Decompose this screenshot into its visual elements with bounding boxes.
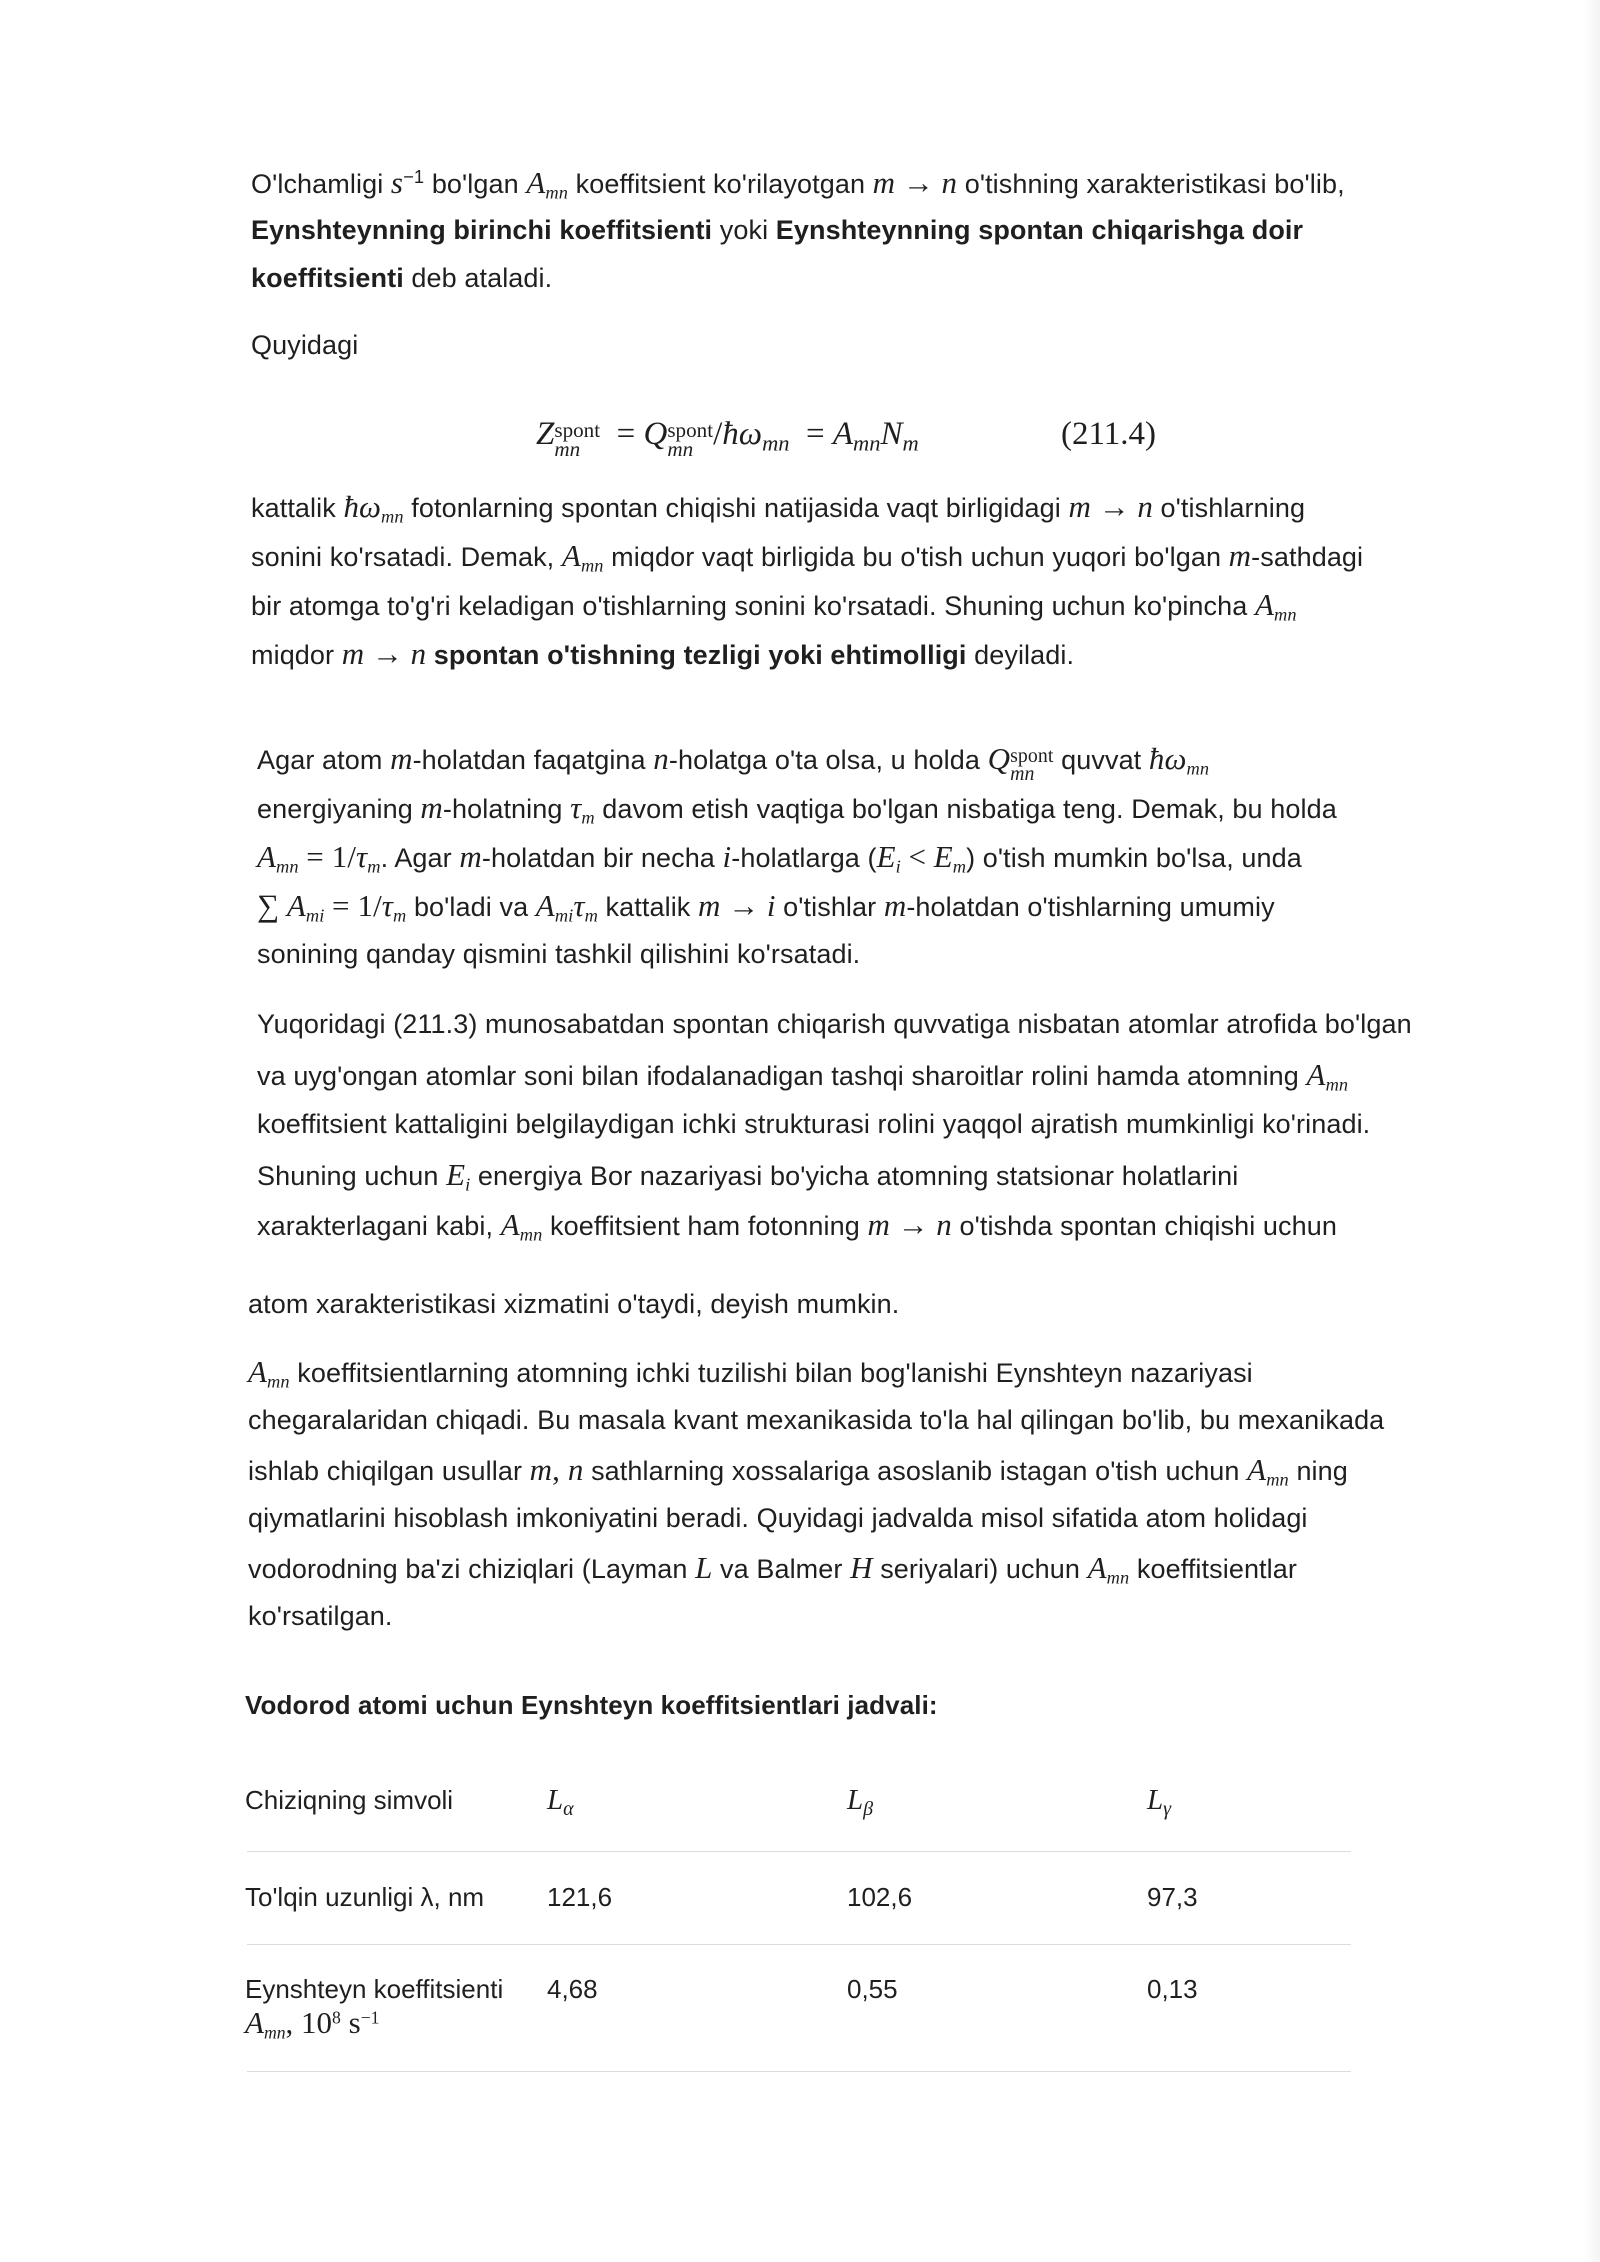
paragraph-7-line-5: vodorodning ba'zi chiziqlari (Layman L va Balmer H seriyalari) uchun $A_{mn}$ koeffitsientlar [248, 1550, 1297, 1588]
table-divider-2 [247, 1944, 1351, 1945]
paragraph-5-line-1: Yuqoridagi (211.3) munosabatdan spontan chiqarish quvvatiga nisbatan atomlar atrofida bo'lgan [257, 1009, 1412, 1039]
table-row1-label: To'lqin uzunligi λ, nm [245, 1882, 485, 1912]
paragraph-1-line-1: O'lchamligi $s^{-1}$ bo'lgan $A_{mn}$ koeffitsient ko'rilayotgan m → n o'tishning xarakteristikasi bo'lib, [251, 165, 1345, 203]
paragraph-5-line-5: xarakterlagani kabi, $A_{mn}$ koeffitsient ham fotonning m → n o'tishda spontan chiqishi uchun [257, 1207, 1337, 1245]
paragraph-7-line-6: ko'rsatilgan. [248, 1601, 393, 1631]
paragraph-5-line-3: koeffitsient kattaligini belgilaydigan ichki strukturasi rolini yaqqol ajratish mumkinligi ko'rinadi. [257, 1109, 1371, 1139]
table-divider-1 [247, 1851, 1351, 1852]
table-divider-3 [247, 2071, 1351, 2072]
table-row1-value-alpha: 121,6 [547, 1882, 613, 1912]
paragraph-7-line-4: qiymatlarini hisoblash imkoniyatini beradi. Quyidagi jadvalda misol sifatida atom holidagi [248, 1503, 1308, 1533]
table-header-l-alpha: $L_\alpha$ [547, 1784, 574, 1820]
table-row1-value-beta: 102,6 [847, 1882, 913, 1912]
paragraph-1-line-3: koeffitsienti deb ataladi. [251, 263, 553, 293]
paragraph-5-line-4: Shuning uchun $E_i$ energiya Bor nazariyasi bo'yicha atomning statsionar holatlarini [257, 1157, 1239, 1195]
paragraph-1-line-2: Eynshteynning birinchi koeffitsienti yoki Eynshteynning spontan chiqarishga doir [251, 215, 1304, 245]
paragraph-4-line-3: $A_{mn} = 1/\tau_m$. Agar m-holatdan bir necha i-holatlarga $(E_i < E_m)$ o'tish mumkin bo'lsa, unda [257, 839, 1302, 877]
table-row2-unit: $A_{mn}$, $10^8$ $s^{-1}$ [245, 2005, 380, 2043]
paragraph-5-line-2: va uyg'ongan atomlar soni bilan ifodalanadigan tashqi sharoitlar rolini hamda atomning $A_{mn}$ [257, 1057, 1349, 1095]
table-header-l-beta: $L_\beta$ [847, 1784, 874, 1820]
table-header-l-gamma: $L_\gamma$ [1147, 1784, 1172, 1820]
paragraph-7-line-3: ishlab chiqilgan usullar m, n sathlarning xossalariga asoslanib istagan o'tish uchun $A_{mn}$ ning [248, 1452, 1348, 1490]
table-row2-value-gamma: 0,13 [1147, 1974, 1198, 2004]
table-header-label: Chiziqning simvoli [245, 1785, 454, 1815]
paragraph-3-line-3: bir atomga to'g'ri keladigan o'tishlarning sonini ko'rsatadi. Shuning uchun ko'pincha $A_{mn}$ [251, 587, 1297, 625]
table-row1-value-gamma: 97,3 [1147, 1882, 1198, 1912]
paragraph-7-line-1: $A_{mn}$ koeffitsientlarning atomning ichki tuzilishi bilan bog'lanishi Eynshteyn nazariyasi [248, 1354, 1253, 1392]
table-row2-label: Eynshteyn koeffitsienti [245, 1974, 504, 2004]
table-row2-value-beta: 0,55 [847, 1974, 898, 2004]
paragraph-3-line-2: sonini ko'rsatadi. Demak, $A_{mn}$ miqdor vaqt birligida bu o'tish uchun yuqori bo'lgan m-sathdagi [251, 538, 1364, 576]
paragraph-3-line-1: kattalik $ħ\omega_{mn}$ fotonlarning spontan chiqishi natijasida vaqt birligidagi m → n o'tishlarning [251, 489, 1306, 527]
paragraph-4-line-2: energiyaning m-holatning $\tau_m$ davom etish vaqtiga bo'lgan nisbatiga teng. Demak, bu holda [257, 790, 1337, 828]
equation-number: (211.4) [1061, 416, 1157, 452]
paragraph-4-line-4: ∑ $A_{mi} = 1/\tau_m$ bo'ladi va $A_{mi}\tau_m$ kattalik m → i o'tishlar m-holatdan o'tishlarning umumiy [257, 888, 1275, 926]
paragraph-quyidagi: Quyidagi [251, 330, 359, 360]
paragraph-7-line-2: chegaralaridan chiqadi. Bu masala kvant mexanikasida to'la hal qilingan bo'lib, bu mexanikada [248, 1405, 1385, 1435]
equation-211-4: Z spont mn = Q spont mn $/ħ\omega_{mn} = A_{mn}N_m$ [536, 416, 919, 461]
paragraph-4-line-1: Agar atom m-holatdan faqatgina n-holatga o'ta olsa, u holda Q spont mn quvvat $ħ\omega_{mn}$ [257, 741, 1210, 785]
page-edge-shade [1584, 0, 1600, 2262]
paragraph-6: atom xarakteristikasi xizmatini o'taydi, deyish mumkin. [248, 1289, 900, 1319]
table-row2-value-alpha: 4,68 [547, 1974, 598, 2004]
paragraph-4-line-5: sonining qanday qismini tashkil qilishini ko'rsatadi. [257, 939, 861, 969]
paragraph-3-line-4: miqdor m → n spontan o'tishning tezligi yoki ehtimolligi deyiladi. [251, 636, 1075, 671]
table-caption: Vodorod atomi uchun Eynshteyn koeffitsientlari jadvali: [245, 1690, 938, 1720]
